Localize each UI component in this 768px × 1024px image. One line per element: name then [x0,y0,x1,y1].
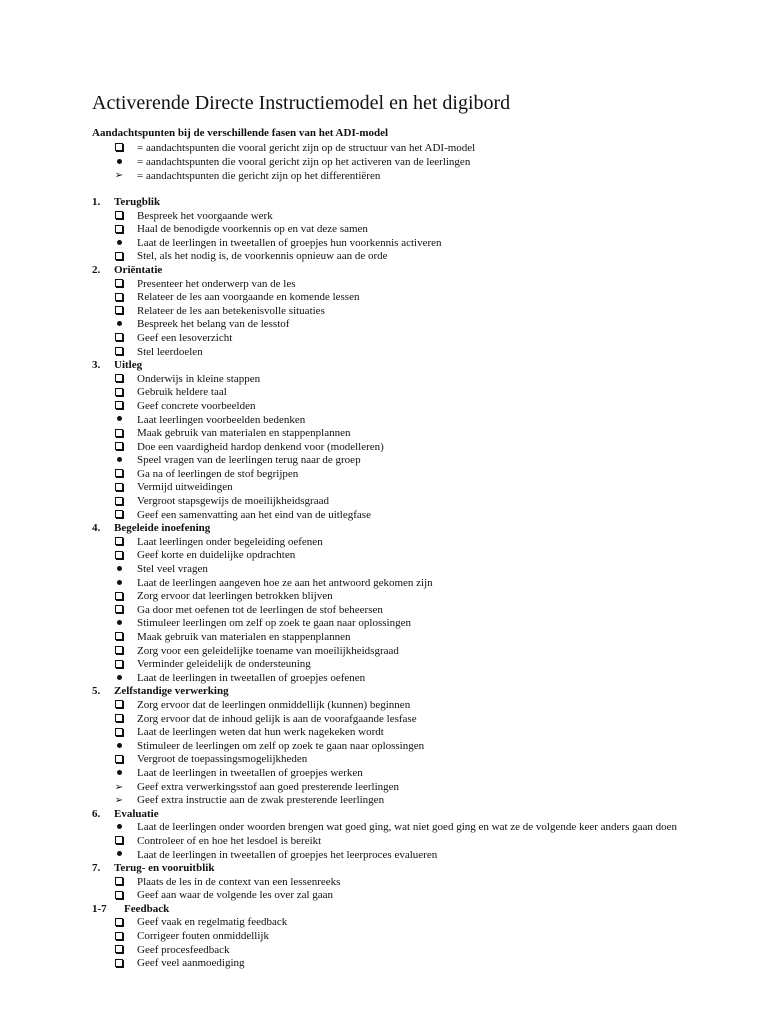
dot-bullet-icon [112,414,126,428]
list-item [92,223,712,237]
phase-number: 1. [92,196,101,208]
legend-item-text: = aandachtspunten die vooral gericht zijn op de structuur van het ADI-model [137,142,476,154]
phase-list [92,196,712,971]
dot-bullet-icon [112,821,126,835]
list-item [92,441,712,455]
phase-heading [92,196,712,210]
list-item [92,631,712,645]
list-item [92,400,712,414]
phase-number: 4. [92,522,101,535]
list-item [92,481,712,495]
checkbox-bullet-icon [112,536,126,550]
list-item [92,536,712,550]
list-item-text: Maak gebruik van materialen en stappenplannen [137,631,351,643]
list-item [92,957,712,971]
legend-heading: Aandachtspunten bij de verschillende fasen van het ADI-model [92,127,389,139]
list-item-text: Maak gebruik van materialen en stappenplannen [137,427,351,440]
phase-title: Begeleide inoefening [114,522,211,535]
arrow-bullet-icon: ➢ [114,170,124,181]
checkbox-bullet-icon [112,278,126,292]
list-item [92,577,712,591]
checkbox-bullet-icon [112,427,126,441]
list-item [92,278,712,292]
dot-bullet-icon [112,577,126,591]
checkbox-bullet-icon [112,481,126,495]
checkbox-bullet-icon [112,753,126,767]
phase-heading [92,862,712,876]
checkbox-bullet-icon [112,713,126,727]
legend-item [92,141,712,155]
legend-item [92,169,712,183]
list-item [92,740,712,754]
list-item [92,753,712,767]
checkbox-bullet-icon [112,509,126,523]
checkbox-bullet-icon [112,631,126,645]
list-item-text: Controleer of en hoe het lesdoel is bereikt [137,834,322,847]
list-item [92,794,712,808]
list-item [92,781,712,795]
list-item [92,237,712,251]
dot-bullet-icon [112,849,126,863]
phase-title: Terug- en vooruitblik [114,862,215,875]
phase-number: 7. [92,862,101,875]
checkbox-bullet-icon [112,373,126,387]
checkbox-bullet-icon [112,658,126,672]
checkbox-bullet-icon [112,835,126,849]
list-item-text: Stimuleer leerlingen om zelf op zoek te gaan naar oplossingen [137,617,411,630]
checkbox-bullet-icon [112,957,126,971]
list-item [92,699,712,713]
list-item-text: Speel vragen van de leerlingen terug naar de groep [137,454,361,467]
list-item-text: Geef extra verwerkingsstof aan goed presterende leerlingen [137,780,400,793]
list-item [92,916,712,930]
checkbox-bullet-icon [112,386,126,400]
dot-bullet-icon [112,155,126,169]
list-item [92,849,712,863]
checkbox-bullet-icon [112,223,126,237]
list-item-text: Laat de leerlingen in tweetallen of groepjes oefenen [137,671,366,684]
checkbox-bullet-icon [112,699,126,713]
checkbox-bullet-icon [112,495,126,509]
list-item-text: Doe een vaardigheid hardop denkend voor (modelleren) [137,440,384,453]
list-item-text: Laat de leerlingen in tweetallen of groepjes het leerproces evalueren [137,848,438,861]
list-item [92,617,712,631]
list-item-text: Laat de leerlingen onder woorden brengen wat goed ging, wat niet goed ging en wat ze de volgende keer anders gaan doen [137,821,678,834]
list-item [92,821,712,835]
list-item [92,672,712,686]
list-item [92,210,712,224]
dot-bullet-icon [112,237,126,251]
dot-bullet-icon [112,563,126,577]
list-item-text: Laat leerlingen onder begeleiding oefenen [137,535,323,548]
list-item [92,658,712,672]
checkbox-bullet-icon [112,400,126,414]
dot-bullet-icon [112,318,126,332]
list-item [92,549,712,563]
checkbox-bullet-icon [112,549,126,563]
list-item [92,495,712,509]
list-item-text: Laat de leerlingen in tweetallen of groepjes hun voorkennis activeren [137,236,442,249]
checkbox-bullet-icon [112,726,126,740]
checkbox-bullet-icon [112,346,126,360]
list-item [92,454,712,468]
dot-bullet-icon [112,617,126,631]
list-item-text: Ga na of leerlingen de stof begrijpen [137,467,299,480]
list-item-text: Corrigeer fouten onmiddellijk [137,930,269,943]
checkbox-bullet-icon [112,468,126,482]
list-item [92,414,712,428]
list-item [92,468,712,482]
checkbox-bullet-icon [112,916,126,930]
list-item-text: Geef extra instructie aan de zwak presterende leerlingen [137,794,385,807]
list-item [92,767,712,781]
list-item [92,427,712,441]
list-item [92,509,712,523]
list-item-text: Bespreek het voorgaande werk [137,209,273,222]
list-item [92,346,712,360]
checkbox-bullet-icon [112,305,126,319]
list-item-text: Stel leerdoelen [137,345,203,358]
checkbox-bullet-icon [112,889,126,903]
list-item [92,713,712,727]
dot-bullet-icon [112,740,126,754]
phase-heading [92,808,712,822]
list-item [92,876,712,890]
phase-title: Zelfstandige verwerking [114,685,229,698]
list-item [92,645,712,659]
checkbox-bullet-icon [112,944,126,958]
list-item-text: Stimuleer de leerlingen om zelf op zoek te gaan naar oplossingen [137,739,425,752]
list-item [92,563,712,577]
list-item [92,250,712,264]
list-item [92,386,712,400]
list-item-text: Zorg ervoor dat leerlingen betrokken blijven [137,590,333,603]
phase-title: Feedback [124,902,170,915]
list-item-text: Laat leerlingen voorbeelden bedenken [137,413,306,426]
phase-heading [92,264,712,278]
list-item [92,889,712,903]
phase-heading [92,522,712,536]
checkbox-bullet-icon [112,590,126,604]
list-item-text: Onderwijs in kleine stappen [137,372,261,385]
list-item [92,305,712,319]
checkbox-bullet-icon [112,141,126,155]
legend-list [92,141,712,183]
dot-bullet-icon [112,767,126,781]
list-item-text: Relateer de les aan voorgaande en komende lessen [137,291,360,304]
list-item-text: Laat de leerlingen weten dat hun werk nagekeken wordt [137,726,384,739]
dot-bullet-icon [112,672,126,686]
checkbox-bullet-icon [112,291,126,305]
list-item-text: Haal de benodigde voorkennis op en vat deze samen [137,223,368,236]
list-item-text: Bespreek het belang van de lesstof [137,318,290,331]
checkbox-bullet-icon [112,441,126,455]
phase-number: 2. [92,263,101,276]
list-item [92,604,712,618]
legend-item-text: = aandachtspunten die gericht zijn op het differentiëren [137,170,381,182]
list-item-text: Geef korte en duidelijke opdrachten [137,549,296,562]
list-item-text: Geef concrete voorbeelden [137,399,256,412]
list-item-text: Geef een samenvatting aan het eind van de uitlegfase [137,508,371,521]
list-item [92,930,712,944]
list-item-text: Geef een lesoverzicht [137,331,233,344]
phase-number: 3. [92,359,101,372]
list-item-text: Laat de leerlingen aangeven hoe ze aan het antwoord gekomen zijn [137,576,433,589]
list-item [92,332,712,346]
list-item [92,590,712,604]
list-item-text: Laat de leerlingen in tweetallen of groepjes werken [137,766,363,779]
phase-title: Terugblik [114,196,161,208]
dot-bullet-icon [112,454,126,468]
document-title: Activerende Directe Instructiemodel en het digibord [92,92,511,114]
phase-heading [92,685,712,699]
phase-number: 6. [92,807,101,820]
list-item-text: Geef vaak en regelmatig feedback [137,916,288,929]
list-item [92,944,712,958]
checkbox-bullet-icon [112,876,126,890]
list-item-text: Stel veel vragen [137,563,208,576]
list-item-text: Plaats de les in de context van een lessenreeks [137,875,341,888]
legend-item [92,155,712,169]
list-item-text: Relateer de les aan betekenisvolle situaties [137,304,325,317]
phase-heading [92,903,712,917]
checkbox-bullet-icon [112,250,126,264]
list-item-text: Ga door met oefenen tot de leerlingen de stof beheersen [137,603,383,616]
phase-title: Uitleg [114,359,143,372]
list-item-text: Vergroot de toepassingsmogelijkheden [137,753,308,766]
list-item-text: Zorg ervoor dat de leerlingen onmiddellijk (kunnen) beginnen [137,698,411,711]
list-item [92,835,712,849]
list-item-text: Verminder geleidelijk de ondersteuning [137,658,311,671]
phase-number: 5. [92,685,101,698]
phase-title: Evaluatie [114,807,159,820]
checkbox-bullet-icon [112,930,126,944]
checkbox-bullet-icon [112,604,126,618]
phase-number: 1-7 [92,902,107,915]
list-item-text: Gebruik heldere taal [137,386,227,399]
phase-title: Oriëntatie [114,263,163,276]
phase-heading [92,359,712,373]
checkbox-bullet-icon [112,332,126,346]
checkbox-bullet-icon [112,210,126,224]
legend-item-text: = aandachtspunten die vooral gericht zijn op het activeren van de leerlingen [137,156,471,168]
list-item-text: Presenteer het onderwerp van de les [137,277,296,290]
list-item [92,291,712,305]
list-item-text: Geef procesfeedback [137,943,230,956]
list-item [92,726,712,740]
checkbox-bullet-icon [112,645,126,659]
list-item [92,318,712,332]
list-item-text: Geef aan waar de volgende les over zal gaan [137,889,334,902]
arrow-bullet-icon: ➢ [114,795,124,807]
list-item-text: Vergroot stapsgewijs de moeilijkheidsgraad [137,495,329,508]
list-item-text: Zorg voor een geleidelijke toename van moeilijkheidsgraad [137,644,399,657]
list-item-text: Stel, als het nodig is, de voorkennis opnieuw aan de orde [137,250,388,263]
list-item-text: Zorg ervoor dat de inhoud gelijk is aan de voorafgaande lesfase [137,712,417,725]
list-item-text: Vermijd uitweidingen [137,481,233,494]
list-item-text: Geef veel aanmoediging [137,957,245,970]
list-item [92,373,712,387]
arrow-bullet-icon: ➢ [114,781,124,793]
